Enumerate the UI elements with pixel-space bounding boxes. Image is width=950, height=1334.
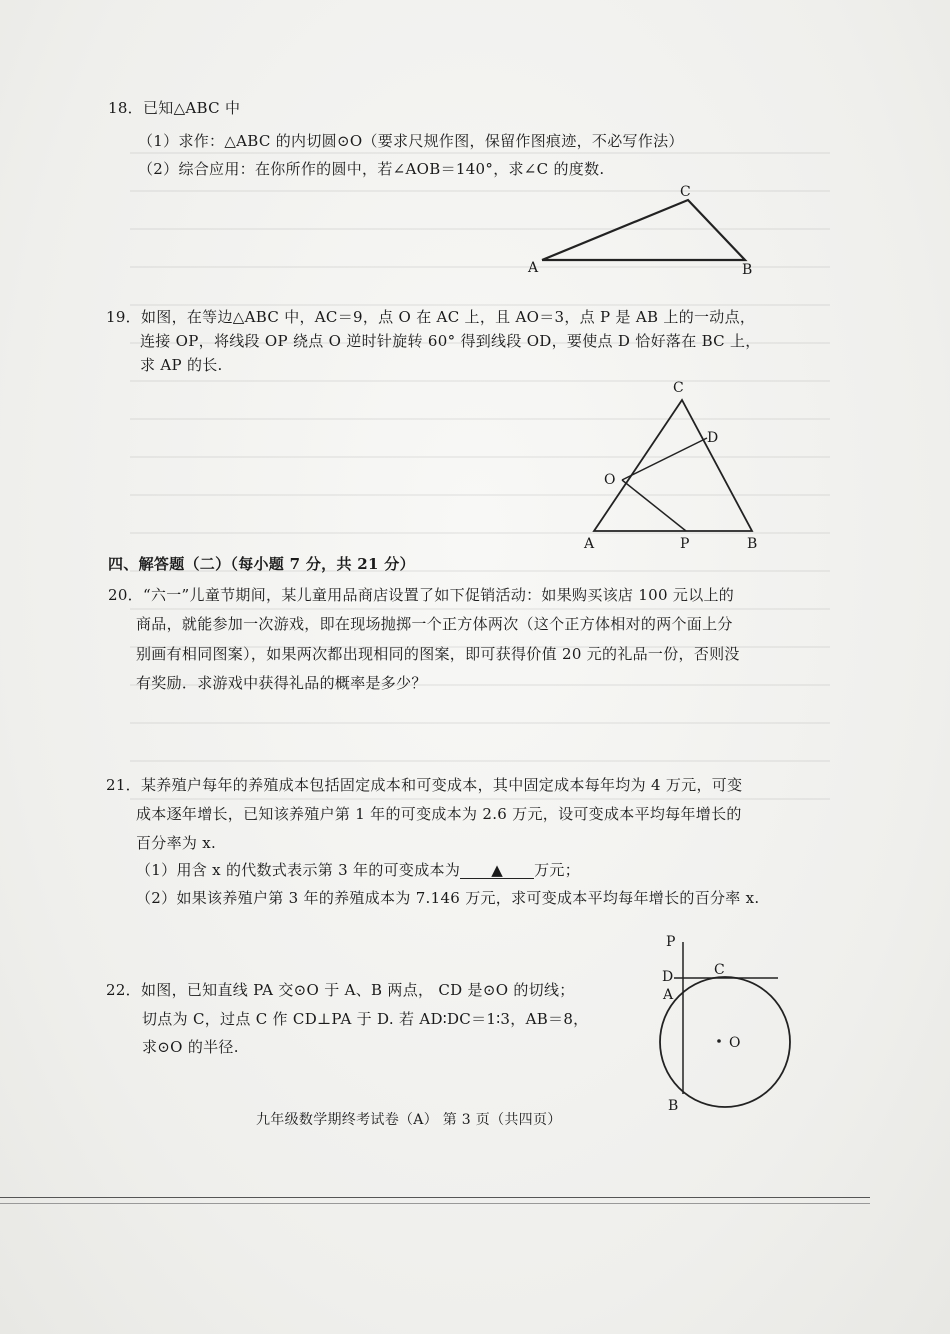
q22-line1: 22．如图，已知直线 PA 交⊙O 于 A、B 两点， CD 是⊙O 的切线； [106,981,575,999]
q18-part2: （2）综合应用：在你所作的圆中，若∠AOB＝140°，求∠C 的度数. [138,160,605,178]
q19-line1: 19．如图，在等边△ABC 中，AC＝9，点 O 在 AC 上，且 AO＝3，点 P 是 AB 上的一动点， [106,308,756,326]
q21-line3: 百分率为 x. [136,834,217,852]
q20-line2: 商品，就能参加一次游戏，即在现场抛掷一个正方体两次（这个正方体相对的两个面上分 [136,615,733,633]
q19-triangle-figure [570,372,780,557]
q19-label-d: D [707,430,719,446]
q22-label-d: D [662,969,674,985]
q22-center-point [717,1039,721,1043]
q19-label-b: B [747,536,758,552]
q19-triangle-abc [594,400,752,531]
q22-circle-o [660,977,790,1107]
q19-label-o: O [604,472,616,488]
q22-line2: 切点为 C，过点 C 作 CD⊥PA 于 D. 若 AD∶DC＝1∶3，AB＝8， [142,1010,589,1028]
q18-title: 18．已知△ABC 中 [108,99,241,117]
q22-label-o: O [729,1035,741,1051]
q19-line2: 连接 OP，将线段 OP 绕点 O 逆时针旋转 60° 得到线段 OD，要使点 D 恰好落在 BC 上， [140,332,761,350]
section4-title: 四、解答题（二）（每小题 7 分，共 21 分） [108,555,415,573]
q19-line3: 求 AP 的长. [140,356,223,374]
q19-label-c: C [673,380,684,396]
q18-label-b: B [742,262,753,278]
q22-label-a: A [663,987,674,1003]
q19-label-p: P [680,536,690,552]
q20-line3: 别画有相同图案），如果两次都出现相同的图案，即可获得价值 20 元的礼品一份，否则没 [136,645,740,663]
q19-segment-op [622,480,686,531]
q22-label-b: B [668,1098,679,1114]
q18-label-a: A [528,260,539,276]
q18-triangle [542,200,745,260]
q19-segment-od [622,438,707,480]
scan-edge-line-faint [0,1203,870,1204]
q20-line1: 20．“六一”儿童节期间，某儿童用品商店设置了如下促销活动：如果购买该店 100 元以上的 [108,586,735,604]
q22-label-p: P [666,934,676,950]
q21-part1 [136,860,580,880]
q18-part1: （1）求作：△ABC 的内切圆⊙O（要求尺规作图，保留作图痕迹，不必写作法） [138,132,684,150]
q21-line1: 21．某养殖户每年的养殖成本包括固定成本和可变成本，其中固定成本每年均为 4 万元，可变 [106,776,743,794]
page-footer: 九年级数学期终考试卷（A） 第 3 页（共四页） [256,1112,562,1128]
q21-line2: 成本逐年增长，已知该养殖户第 1 年的可变成本为 2.6 万元，设可变成本平均每年增长的 [136,805,742,823]
q19-label-a: A [584,536,595,552]
q22-line3: 求⊙O 的半径. [142,1038,239,1056]
q20-line4: 有奖励．求游戏中获得礼品的概率是多少？ [136,674,427,692]
q21-part1-unit: 万元； [534,861,581,879]
q18-triangle-figure [520,180,770,280]
q21-part2: （2）如果该养殖户第 3 年的养殖成本为 7.146 万元，求可变成本平均每年增长的百分率 x. [136,889,760,907]
q18-label-c: C [680,184,691,200]
q22-circle-figure [640,928,820,1118]
q22-label-c: C [714,962,725,978]
q21-part1-text: （1）用含 x 的代数式表示第 3 年的可变成本为 [136,861,461,879]
scan-edge-line [0,1197,870,1198]
q21-answer-blank: ▲ [460,862,534,879]
